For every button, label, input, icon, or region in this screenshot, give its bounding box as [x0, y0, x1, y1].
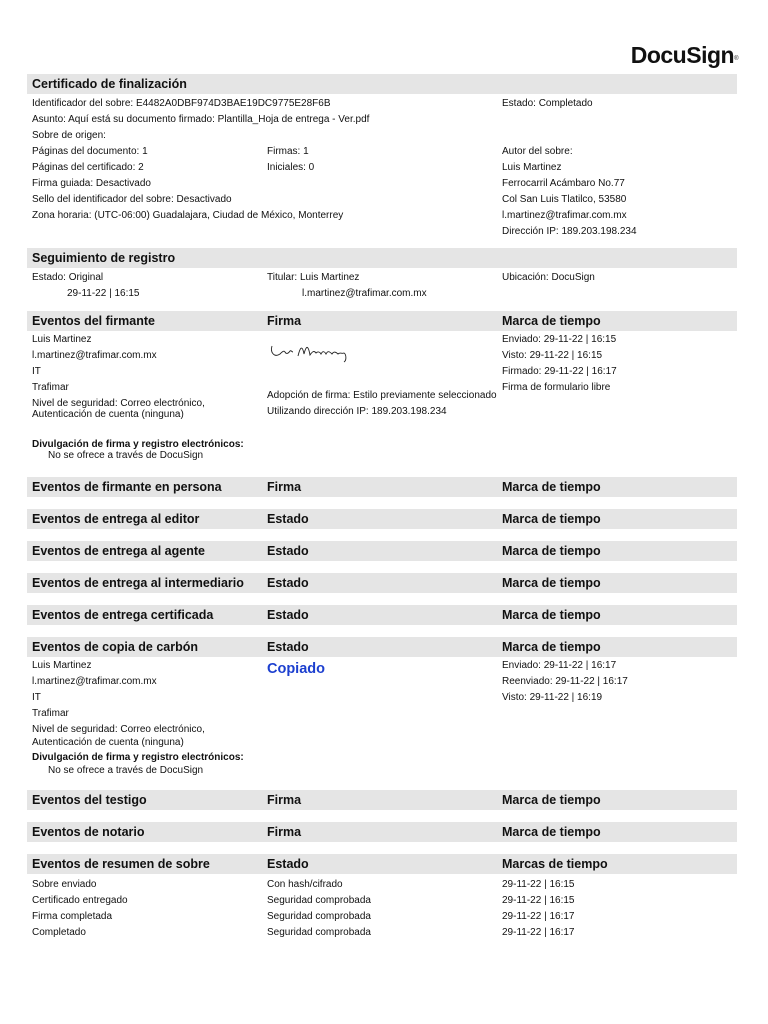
cc-disclosure-value: No se ofrece a través de DocuSign — [48, 765, 204, 776]
signature-adoption: Adopción de firma: Estilo previamente seleccionado — [267, 390, 497, 401]
author-address-line1: Ferrocarril Acámbaro No.77 — [502, 178, 625, 189]
cc-email: l.martinez@trafimar.com.mx — [32, 676, 157, 687]
cc-name: Luis Martinez — [32, 660, 92, 671]
cc-resent: Reenviado: 29-11-22 | 16:17 — [502, 676, 628, 687]
tracking-holder-email: l.martinez@trafimar.com.mx — [302, 288, 427, 299]
column-status: Estado — [267, 640, 309, 654]
section-header-agent — [27, 541, 737, 561]
column-events: Eventos de resumen de sobre — [32, 857, 210, 871]
time-zone: Zona horaria: (UTC-06:00) Guadalajara, Ciudad de México, Monterrey — [32, 210, 344, 221]
signer-disclosure-label: Divulgación de firma y registro electrónicos: — [32, 439, 244, 450]
author-email: l.martinez@trafimar.com.mx — [502, 210, 627, 221]
column-timestamp: Marca de tiempo — [502, 640, 601, 654]
column-timestamp: Marca de tiempo — [502, 314, 601, 328]
column-timestamp: Marca de tiempo — [502, 480, 601, 494]
cc-disclosure-label: Divulgación de firma y registro electrónicos: — [32, 752, 244, 763]
signer-security-level: Nivel de seguridad: Correo electrónico, — [32, 398, 205, 409]
column-status: Estado — [267, 857, 309, 871]
cc-security-level: Nivel de seguridad: Correo electrónico, — [32, 724, 205, 735]
source-envelope: Sobre de origen: — [32, 130, 106, 141]
column-events: Eventos de entrega al editor — [32, 512, 200, 526]
signer-sent: Enviado: 29-11-22 | 16:15 — [502, 334, 617, 345]
summary-row-time: 29-11-22 | 16:17 — [502, 927, 575, 938]
section-title: Certificado de finalización — [32, 77, 187, 91]
section-header-notary — [27, 822, 737, 842]
author-label: Autor del sobre: — [502, 146, 573, 157]
guided-signing: Firma guiada: Desactivado — [32, 178, 151, 189]
author-name: Luis Martinez — [502, 162, 562, 173]
column-timestamps: Marcas de tiempo — [502, 857, 608, 871]
tracking-status: Estado: Original — [32, 272, 104, 283]
column-events: Eventos del firmante — [32, 314, 155, 328]
signer-department: IT — [32, 366, 41, 377]
section-header-in-person — [27, 477, 737, 497]
envelope-id-stamp: Sello del identificador del sobre: Desactivado — [32, 194, 232, 205]
signer-email: l.martinez@trafimar.com.mx — [32, 350, 157, 361]
cc-viewed: Visto: 29-11-22 | 16:19 — [502, 692, 603, 703]
summary-row-status: Seguridad comprobada — [267, 911, 371, 922]
summary-row-time: 29-11-22 | 16:17 — [502, 911, 575, 922]
section-header-certificate — [27, 74, 737, 94]
column-timestamp: Marca de tiempo — [502, 576, 601, 590]
summary-row-event: Firma completada — [32, 911, 113, 922]
cc-sent: Enviado: 29-11-22 | 16:17 — [502, 660, 617, 671]
column-signature: Firma — [267, 825, 302, 839]
signer-disclosure-value: No se ofrece a través de DocuSign — [48, 450, 204, 461]
column-events: Eventos de entrega certificada — [32, 608, 214, 622]
signer-name: Luis Martinez — [32, 334, 92, 345]
summary-row-event: Certificado entregado — [32, 895, 128, 906]
summary-row-status: Seguridad comprobada — [267, 895, 371, 906]
cc-authentication: Autenticación de cuenta (ninguna) — [32, 737, 184, 748]
column-timestamp: Marca de tiempo — [502, 608, 601, 622]
tracking-location: Ubicación: DocuSign — [502, 272, 595, 283]
column-status: Estado — [267, 544, 309, 558]
column-signature: Firma — [267, 480, 302, 494]
author-ip: Dirección IP: 189.203.198.234 — [502, 226, 637, 237]
cc-department: IT — [32, 692, 41, 703]
certificate-pages: Páginas del certificado: 2 — [32, 162, 144, 173]
column-status: Estado — [267, 576, 309, 590]
column-timestamp: Marca de tiempo — [502, 512, 601, 526]
initials-count: Iniciales: 0 — [267, 162, 315, 173]
summary-row-time: 29-11-22 | 16:15 — [502, 879, 575, 890]
summary-row-event: Sobre enviado — [32, 879, 97, 890]
column-timestamp: Marca de tiempo — [502, 793, 601, 807]
section-header-carbon-copy — [27, 637, 737, 657]
signer-company: Trafimar — [32, 382, 69, 393]
signer-signed: Firmado: 29-11-22 | 16:17 — [502, 366, 617, 377]
summary-row-event: Completado — [32, 927, 86, 938]
docusign-logo: DocuSign® — [630, 42, 738, 68]
signer-free-form: Firma de formulario libre — [502, 382, 611, 393]
summary-row-status: Con hash/cifrado — [267, 879, 343, 890]
tracking-date: 29-11-22 | 16:15 — [67, 288, 140, 299]
column-events: Eventos de notario — [32, 825, 145, 839]
column-events: Eventos de firmante en persona — [32, 480, 222, 494]
handwritten-signature — [268, 338, 358, 364]
column-status: Estado — [267, 512, 309, 526]
column-events: Eventos del testigo — [32, 793, 147, 807]
section-header-signer-events — [27, 311, 737, 331]
summary-row-status: Seguridad comprobada — [267, 927, 371, 938]
section-header-witness — [27, 790, 737, 810]
signer-ip: Utilizando dirección IP: 189.203.198.234 — [267, 406, 447, 417]
signature-count: Firmas: 1 — [267, 146, 309, 157]
summary-row-time: 29-11-22 | 16:15 — [502, 895, 575, 906]
tracking-holder: Titular: Luis Martinez — [267, 272, 360, 283]
cc-status-copied: Copiado — [267, 661, 325, 677]
signer-authentication: Autenticación de cuenta (ninguna) — [32, 409, 184, 420]
section-header-intermediary — [27, 573, 737, 593]
envelope-id: Identificador del sobre: E4482A0DBF974D3BAE19DC9775E28F6B — [32, 98, 331, 109]
column-events: Eventos de entrega al agente — [32, 544, 205, 558]
column-timestamp: Marca de tiempo — [502, 825, 601, 839]
column-events: Eventos de copia de carbón — [32, 640, 199, 654]
column-events: Eventos de entrega al intermediario — [32, 576, 244, 590]
column-timestamp: Marca de tiempo — [502, 544, 601, 558]
author-address-line2: Col San Luis Tlatilco, 53580 — [502, 194, 627, 205]
envelope-status: Estado: Completado — [502, 98, 593, 109]
signer-viewed: Visto: 29-11-22 | 16:15 — [502, 350, 603, 361]
column-status: Estado — [267, 608, 309, 622]
subject: Asunto: Aquí está su documento firmado: Plantilla_Hoja de entrega - Ver.pdf — [32, 114, 370, 125]
section-header-summary — [27, 854, 737, 874]
column-signature: Firma — [267, 793, 302, 807]
cc-company: Trafimar — [32, 708, 69, 719]
section-header-tracking — [27, 248, 737, 268]
column-signature: Firma — [267, 314, 302, 328]
section-title: Seguimiento de registro — [32, 251, 176, 265]
document-pages: Páginas del documento: 1 — [32, 146, 148, 157]
section-header-editor — [27, 509, 737, 529]
section-header-certified — [27, 605, 737, 625]
